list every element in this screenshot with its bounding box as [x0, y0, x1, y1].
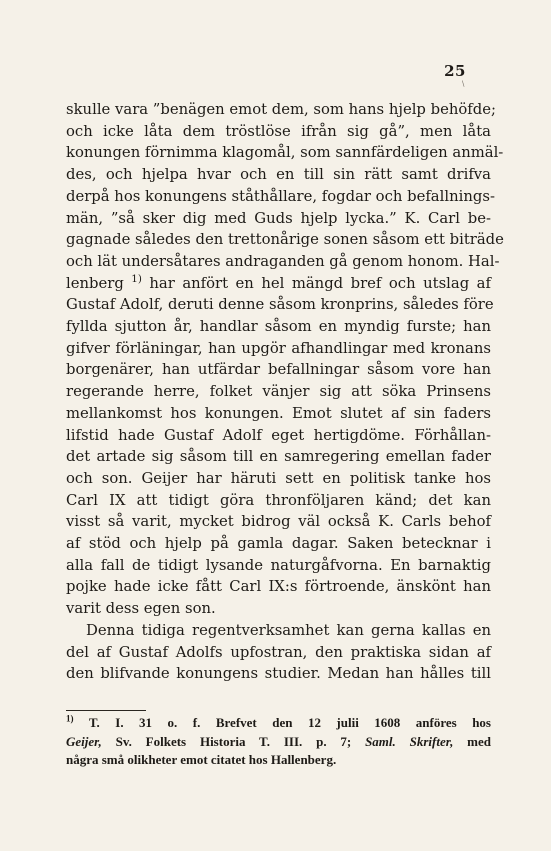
text-line: mellankomst hos konungen. Emot slutet af sin faders [66, 404, 491, 422]
text-line: konungen förnimma klagomål, som sannfärdeligen anmäl- [66, 144, 504, 162]
text-line: gifver förläningar, han upgör afhandlingar med kronans [66, 339, 491, 357]
text-line: Carl IX att tidigt göra thronföljaren känd; det kan [66, 491, 491, 509]
page-number: 25 [444, 62, 466, 80]
footnote-text: T. I. 31 o. f. Brefvet den 12 julii 1608 anföres hos [73, 715, 491, 730]
text-line: och lät undersåtares andraganden gå genom honom. Hal- [66, 252, 500, 270]
text-line: den blifvande konungens studier. Medan han hålles till [66, 665, 491, 683]
footnote-divider [66, 710, 146, 711]
text-segment: har anfört en hel mängd bref och utslag af [141, 274, 491, 292]
text-line: och son. Geijer har häruti sett en politisk tanke hos [66, 469, 491, 487]
footnote-line [66, 714, 491, 733]
footnote [66, 714, 491, 770]
text-line: och icke låta dem tröstlöse ifrån sig gå”, men låta [66, 122, 491, 140]
text-line: pojke hade icke fått Carl IX:s förtroende, änskönt han [66, 578, 491, 596]
text-line: af stöd och hjelp på gamla dagar. Saken betecknar i [66, 535, 491, 553]
text-line-with-footnote [66, 273, 491, 295]
footnote-text: Sv. Folkets Historia T. III. p. 7; [101, 733, 366, 749]
text-line: det artade sig såsom till en samregering emellan fader [66, 448, 491, 466]
text-segment: lenberg [66, 274, 124, 292]
margin-tick: \ [462, 80, 465, 88]
text-line: del af Gustaf Adolfs upfostran, den praktiska sidan af [66, 643, 491, 661]
text-line: alla fall de tidigt lysande naturgåfvorna. En barnaktig [66, 556, 491, 574]
text-line: derpå hos konungens ståthållare, fogdar och befallnings- [66, 187, 495, 205]
text-line: borgenärer, han utfärdar befallningar såsom vore han [66, 361, 491, 379]
footnote-line: några små olikheter emot citatet hos Hallenberg. [66, 752, 337, 767]
footnote-marker: 1) [66, 713, 74, 724]
paragraph-end-line: varit dess egen son. [66, 600, 216, 618]
footnote-work-title: Saml. Skrifter, [365, 733, 454, 749]
text-line: lifstid hade Gustaf Adolf eget hertigdöme. Förhållan- [66, 426, 491, 444]
body-text [66, 99, 504, 685]
text-line: fyllda sjutton år, handlar såsom en myndig furste; han [66, 318, 491, 336]
footnote-author: Geijer, [66, 733, 102, 749]
footnote-text: med [453, 733, 491, 749]
footnote-line [66, 733, 491, 752]
text-line: gagnade således den trettonårige sonen såsom ett biträde [66, 231, 504, 249]
text-line: regerande herre, folket vänjer sig att söka Prinsens [66, 383, 491, 401]
text-line: skulle vara ”benägen emot dem, som hans hjelp behöfde; [66, 101, 496, 118]
footnote-reference: 1) [131, 272, 142, 285]
text-line: des, och hjelpa hvar och en till sin rätt samt drifva [66, 166, 491, 184]
text-line: Gustaf Adolf, deruti denne såsom kronprins, således före [66, 296, 494, 314]
paragraph-start-line: Denna tidiga regentverksamhet kan gerna kallas en [86, 621, 491, 639]
text-line: män, ”så sker dig med Guds hjelp lycka.” K. Carl be- [66, 209, 491, 227]
text-line: visst så varit, mycket bidrog väl också K. Carls behof [66, 513, 491, 531]
